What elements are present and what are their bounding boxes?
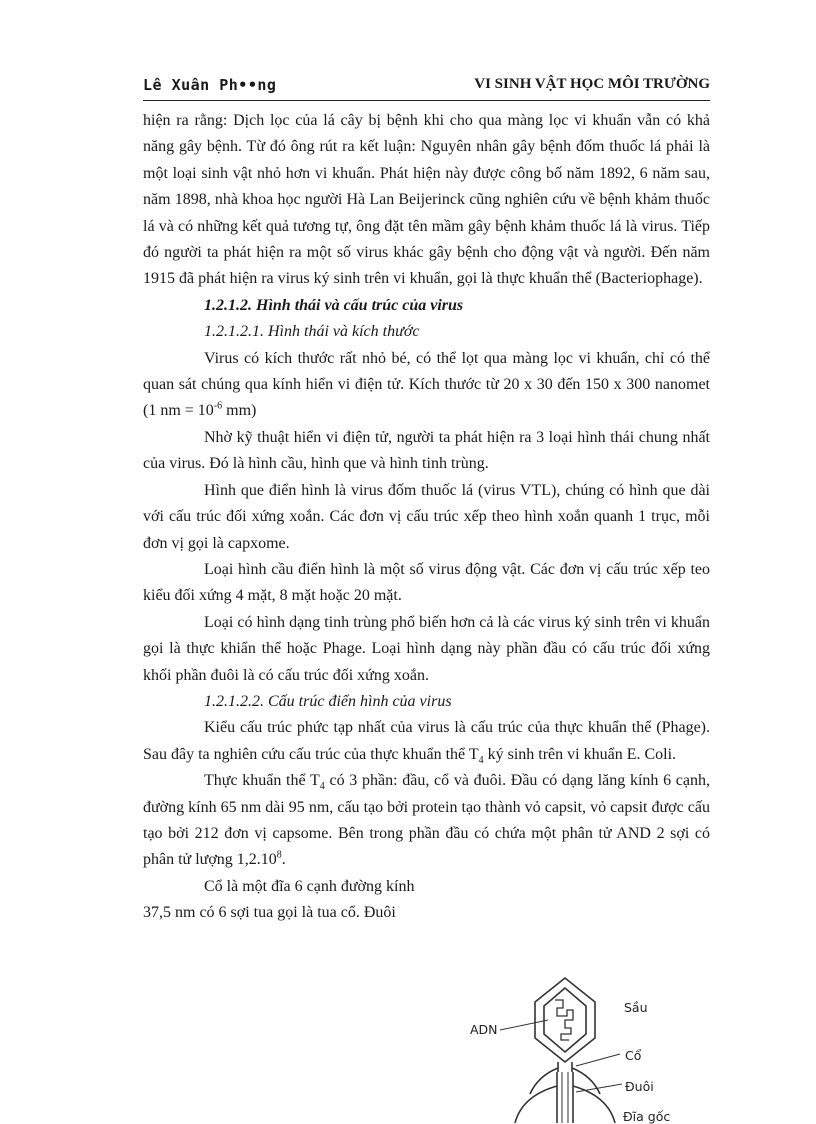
exponent: 8 bbox=[276, 850, 282, 862]
header-author: Lê Xuân Ph••ng bbox=[143, 76, 277, 94]
paragraph-phage-parts-text-b: có 3 phần: đầu, cổ và đuôi. Đầu có dạng lăng kính 6 cạnh, đường kính 65 nm dài 95 nm, cấu tạo bởi protein tạo thành vỏ capsit, vỏ capsit được cấu tạo bởi 212 đơn vị capsome. Bên trong phần đầu có chứa một phân tử AND 2 sợi có phân tử lượng 1,2.10 bbox=[143, 772, 711, 869]
paragraph-phage-parts-end: . bbox=[281, 851, 286, 869]
exponent: -6 bbox=[213, 401, 223, 413]
label-adn: ADN bbox=[470, 1022, 498, 1037]
header-book-title: VI SINH VẬT HỌC MÔI TRƯỜNG bbox=[474, 76, 710, 92]
paragraph-shapes: Nhờ kỹ thuật hiển vi điện tử, người ta phát hiện ra 3 loại hình thái chung nhất của virus. Đó là hình cầu, hình que và hình tinh trùng. bbox=[143, 428, 710, 473]
label-tail: Đuôi bbox=[625, 1079, 654, 1094]
paragraph-sperm-shape: Loại có hình dạng tinh trùng phổ biến hơn cả là các virus ký sinh trên vi khuẩn gọi là thực khiẩn thể hoặc Phage. Loại hình dạng này phần đầu có cấu trúc đối xứng khối phần đuôi là có cấu trúc đối xứng xoắn. bbox=[143, 613, 710, 684]
paragraph-sphere-shape: Loại hình cầu điển hình là một số virus động vật. Các đơn vị cấu trúc xếp teo kiểu đối xứng 4 mặt, 8 mặt hoặc 20 mặt. bbox=[143, 560, 710, 605]
subscript: 4 bbox=[319, 781, 325, 793]
paragraph-rod-shape: Hình que điển hình là virus đốm thuốc lá (virus VTL), chúng có hình que dài với cấu trúc đối xứng xoắn. Các đơn vị cấu trúc xếp theo hình xoắn quanh 1 trục, mỗi đơn vị gọi là capxome. bbox=[143, 481, 710, 552]
paragraph-size bbox=[143, 346, 710, 425]
paragraph-neck-line-2: 37,5 nm có 6 sợi tua gọi là tua cổ. Đuôi bbox=[143, 904, 396, 922]
pointer-neck bbox=[576, 1054, 620, 1066]
page-header bbox=[143, 76, 710, 98]
paragraph-phage-parts bbox=[143, 768, 710, 874]
paragraph-phage-intro bbox=[143, 715, 710, 768]
paragraph-neck bbox=[143, 874, 443, 927]
label-head: Sầu bbox=[624, 1000, 648, 1015]
paragraph-size-text: Virus có kích thước rất nhỏ bé, có thể lọt qua màng lọc vi khuẩn, chỉ có thể quan sát chúng qua kính hiển vi điện tử. Kích thước từ 20 x 30 đến 150 x 300 nanomet (1 nm = 10 bbox=[143, 349, 710, 420]
header-rule bbox=[143, 100, 710, 101]
phage-diagram bbox=[460, 968, 720, 1123]
paragraph-neck-line-1: Cổ là một đĩa 6 cạnh đường kính bbox=[204, 877, 415, 895]
paragraph-size-end: mm) bbox=[222, 402, 257, 420]
subsection-heading-morphology-size: 1.2.1.2.1. Hình thái và kích thước bbox=[204, 323, 420, 341]
phage-structure-figure bbox=[460, 968, 720, 1123]
section-heading-morphology-structure: 1.2.1.2. Hình thái và cấu trúc của virus bbox=[204, 296, 464, 314]
paragraph-history: hiện ra rằng: Dịch lọc của lá cây bị bệnh khi cho qua màng lọc vi khuẩn vẫn có khả năng gây bệnh. Từ đó ông rút ra kết luận: Nguyên nhân gây bệnh đốm thuốc lá phải là một loại sinh vật nhỏ hơn vi khuẩn. Phát hiện này được công bố năm 1892, 6 năm sau, năm 1898, nhà khoa học người Hà Lan Beijerinck cũng nghiên cứu về bệnh khảm thuốc lá và có những kết quả tương tự, ông đặt tên mầm gây bệnh khảm thuốc lá là virus. Tiếp đó người ta phát hiện ra một số virus khác gây bệnh cho động vật và người. Đến năm 1915 đã phát hiện ra virus ký sinh trên vi khuẩn, gọi là thực khuẩn thể (Bacteriophage). bbox=[143, 112, 710, 288]
tail-fiber-left bbox=[515, 1086, 557, 1123]
paragraph-phage-intro-end: ký sinh trên vi khuẩn E. Coli. bbox=[483, 745, 677, 763]
paragraph-phage-intro-text: Kiểu cấu trúc phức tạp nhất của virus là cấu trúc của thực khuẩn thể (Phage). Sau đây ta nghiên cứu cấu trúc của thực khuẩn thể T bbox=[143, 719, 710, 763]
body-text bbox=[143, 108, 710, 927]
paragraph-phage-parts-text-a: Thực khuẩn thể T bbox=[204, 772, 320, 790]
subsection-heading-typical-structure: 1.2.1.2.2. Cấu trúc điển hình của virus bbox=[204, 692, 452, 710]
label-neck: Cổ bbox=[625, 1048, 642, 1063]
subscript: 4 bbox=[478, 754, 484, 766]
dna-strand bbox=[555, 1000, 573, 1040]
label-baseplate: Đĩa gốc bbox=[623, 1109, 671, 1124]
pointer-adn bbox=[500, 1020, 548, 1030]
